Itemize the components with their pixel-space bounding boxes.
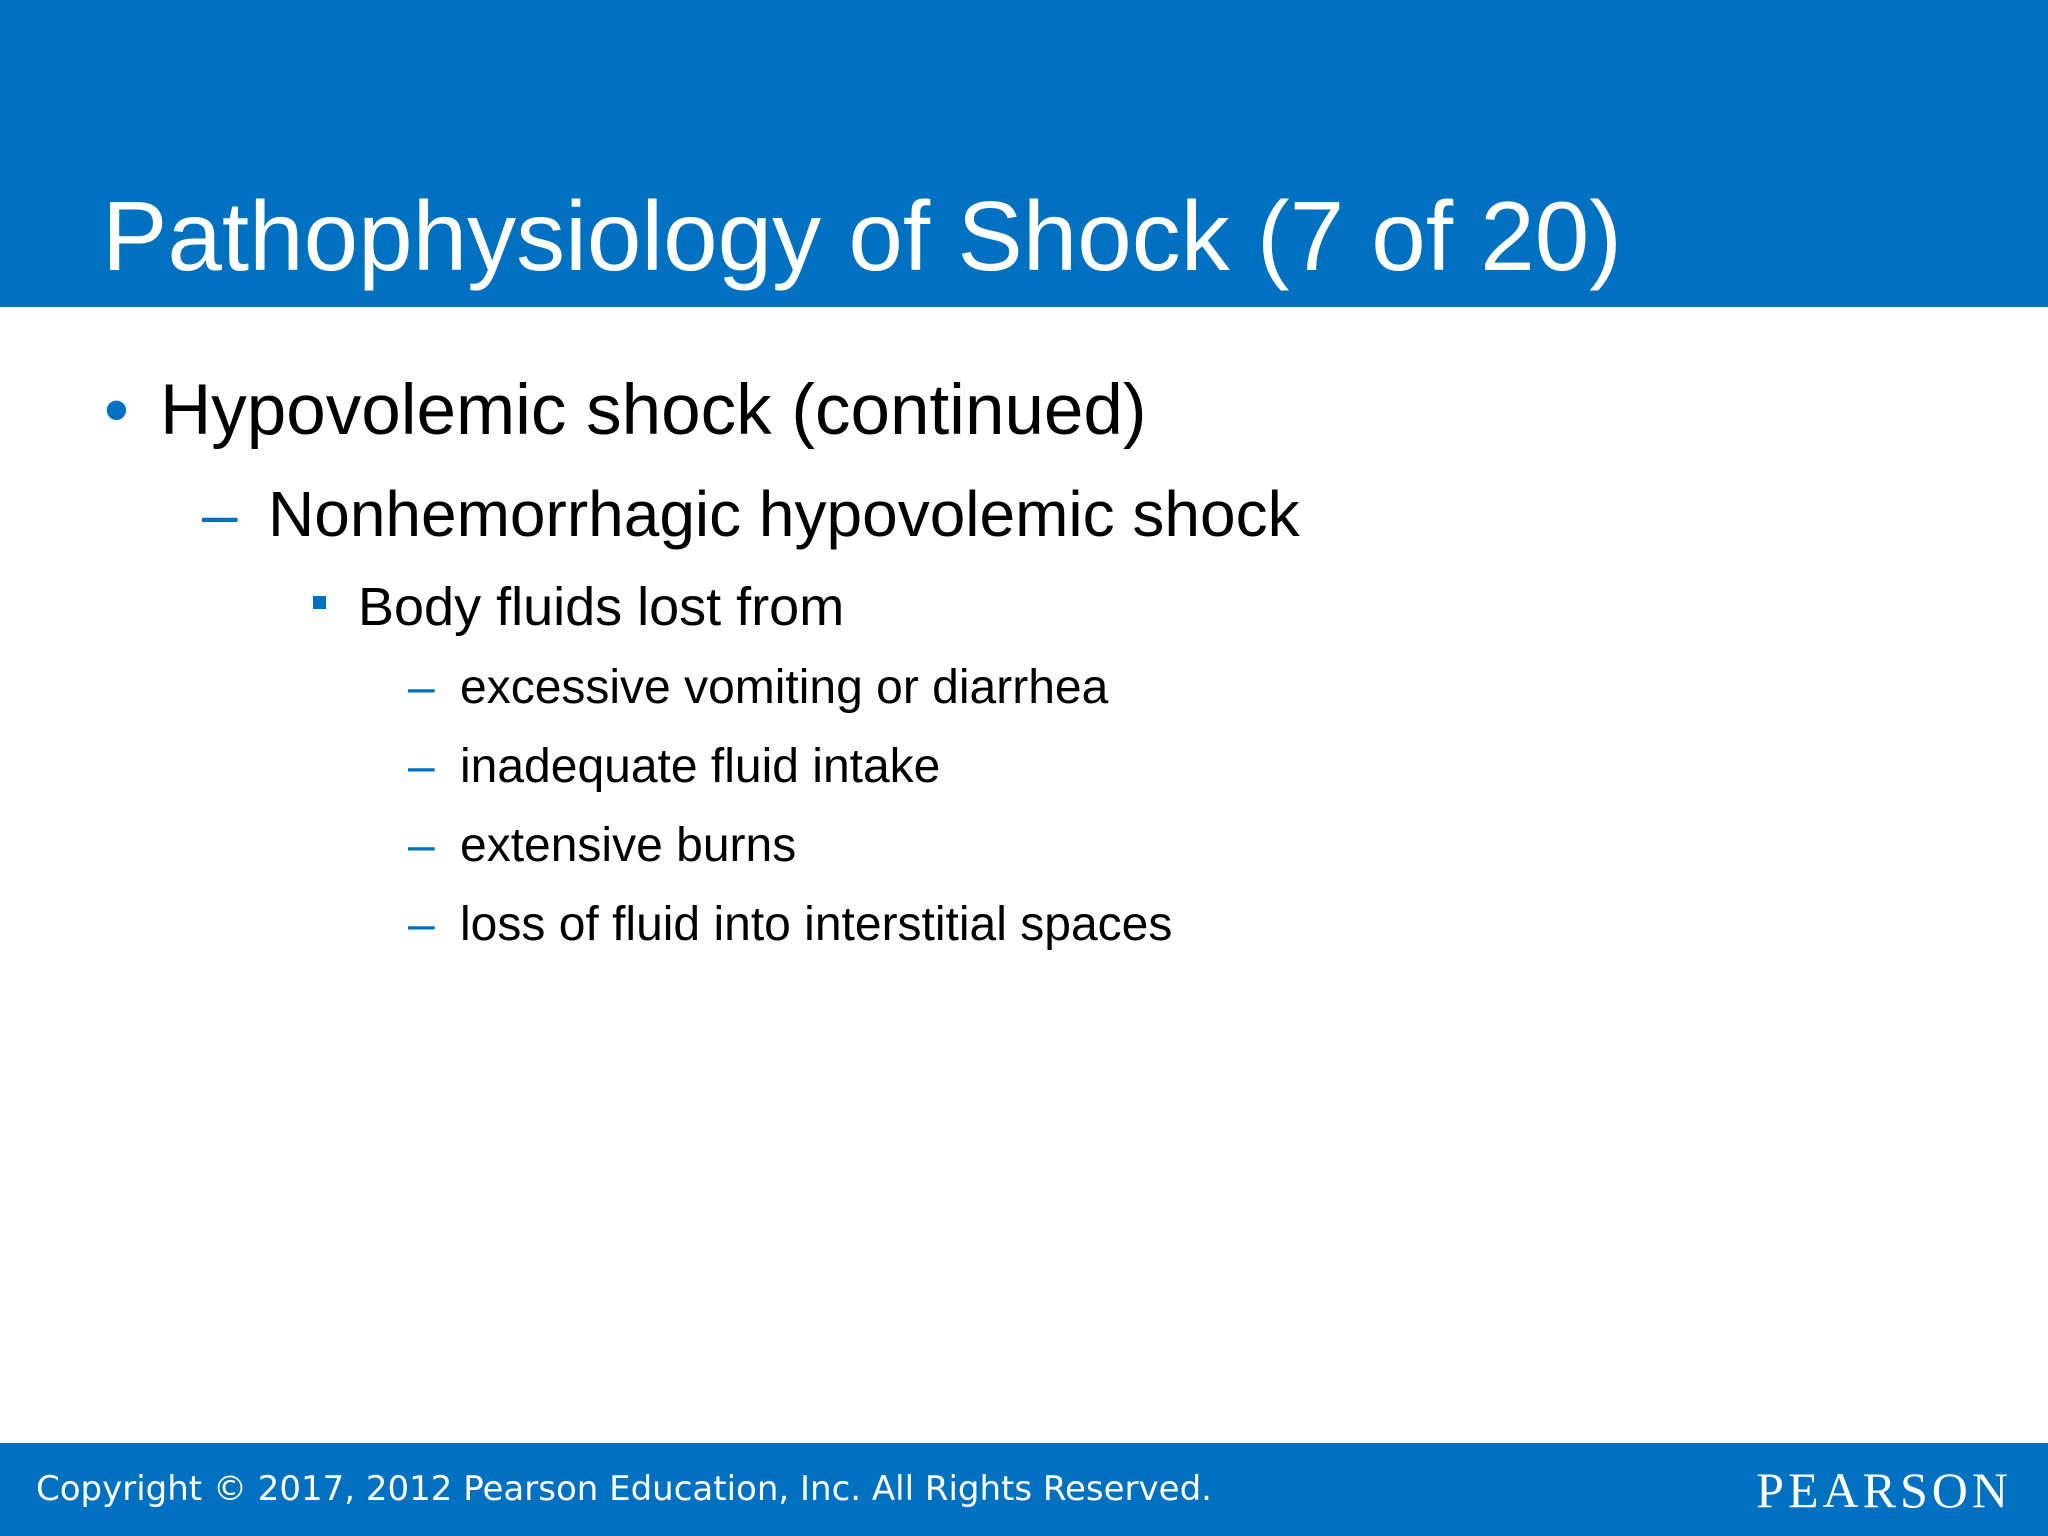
dash-marker-icon: –: [408, 819, 435, 872]
pearson-logo: PEARSON: [1756, 1462, 2012, 1518]
slide-title: Pathophysiology of Shock (7 of 20): [102, 181, 1622, 291]
subitem-interstitial: loss of fluid into interstitial spaces: [460, 898, 1173, 951]
bullet-hypovolemic-shock: Hypovolemic shock (continued): [160, 371, 1147, 450]
dash-marker-icon: –: [202, 478, 238, 550]
copyright-notice: Copyright © 2017, 2012 Pearson Education, Inc. All Rights Reserved.: [36, 1469, 1212, 1509]
subitem-fluid-intake: inadequate fluid intake: [460, 740, 941, 793]
bullet-body-fluids: Body fluids lost from: [358, 577, 845, 637]
dash-marker-icon: –: [408, 661, 435, 714]
bullet-nonhemorrhagic: Nonhemorrhagic hypovolemic shock: [268, 478, 1300, 550]
dash-marker-icon: –: [408, 898, 435, 951]
subitem-vomiting: excessive vomiting or diarrhea: [460, 661, 1109, 714]
dash-marker-icon: –: [408, 740, 435, 793]
bullet-dot-icon: •: [104, 371, 129, 450]
square-bullet-icon: [313, 596, 326, 609]
subitem-burns: extensive burns: [460, 819, 797, 872]
footer-bar: [0, 1443, 2048, 1536]
